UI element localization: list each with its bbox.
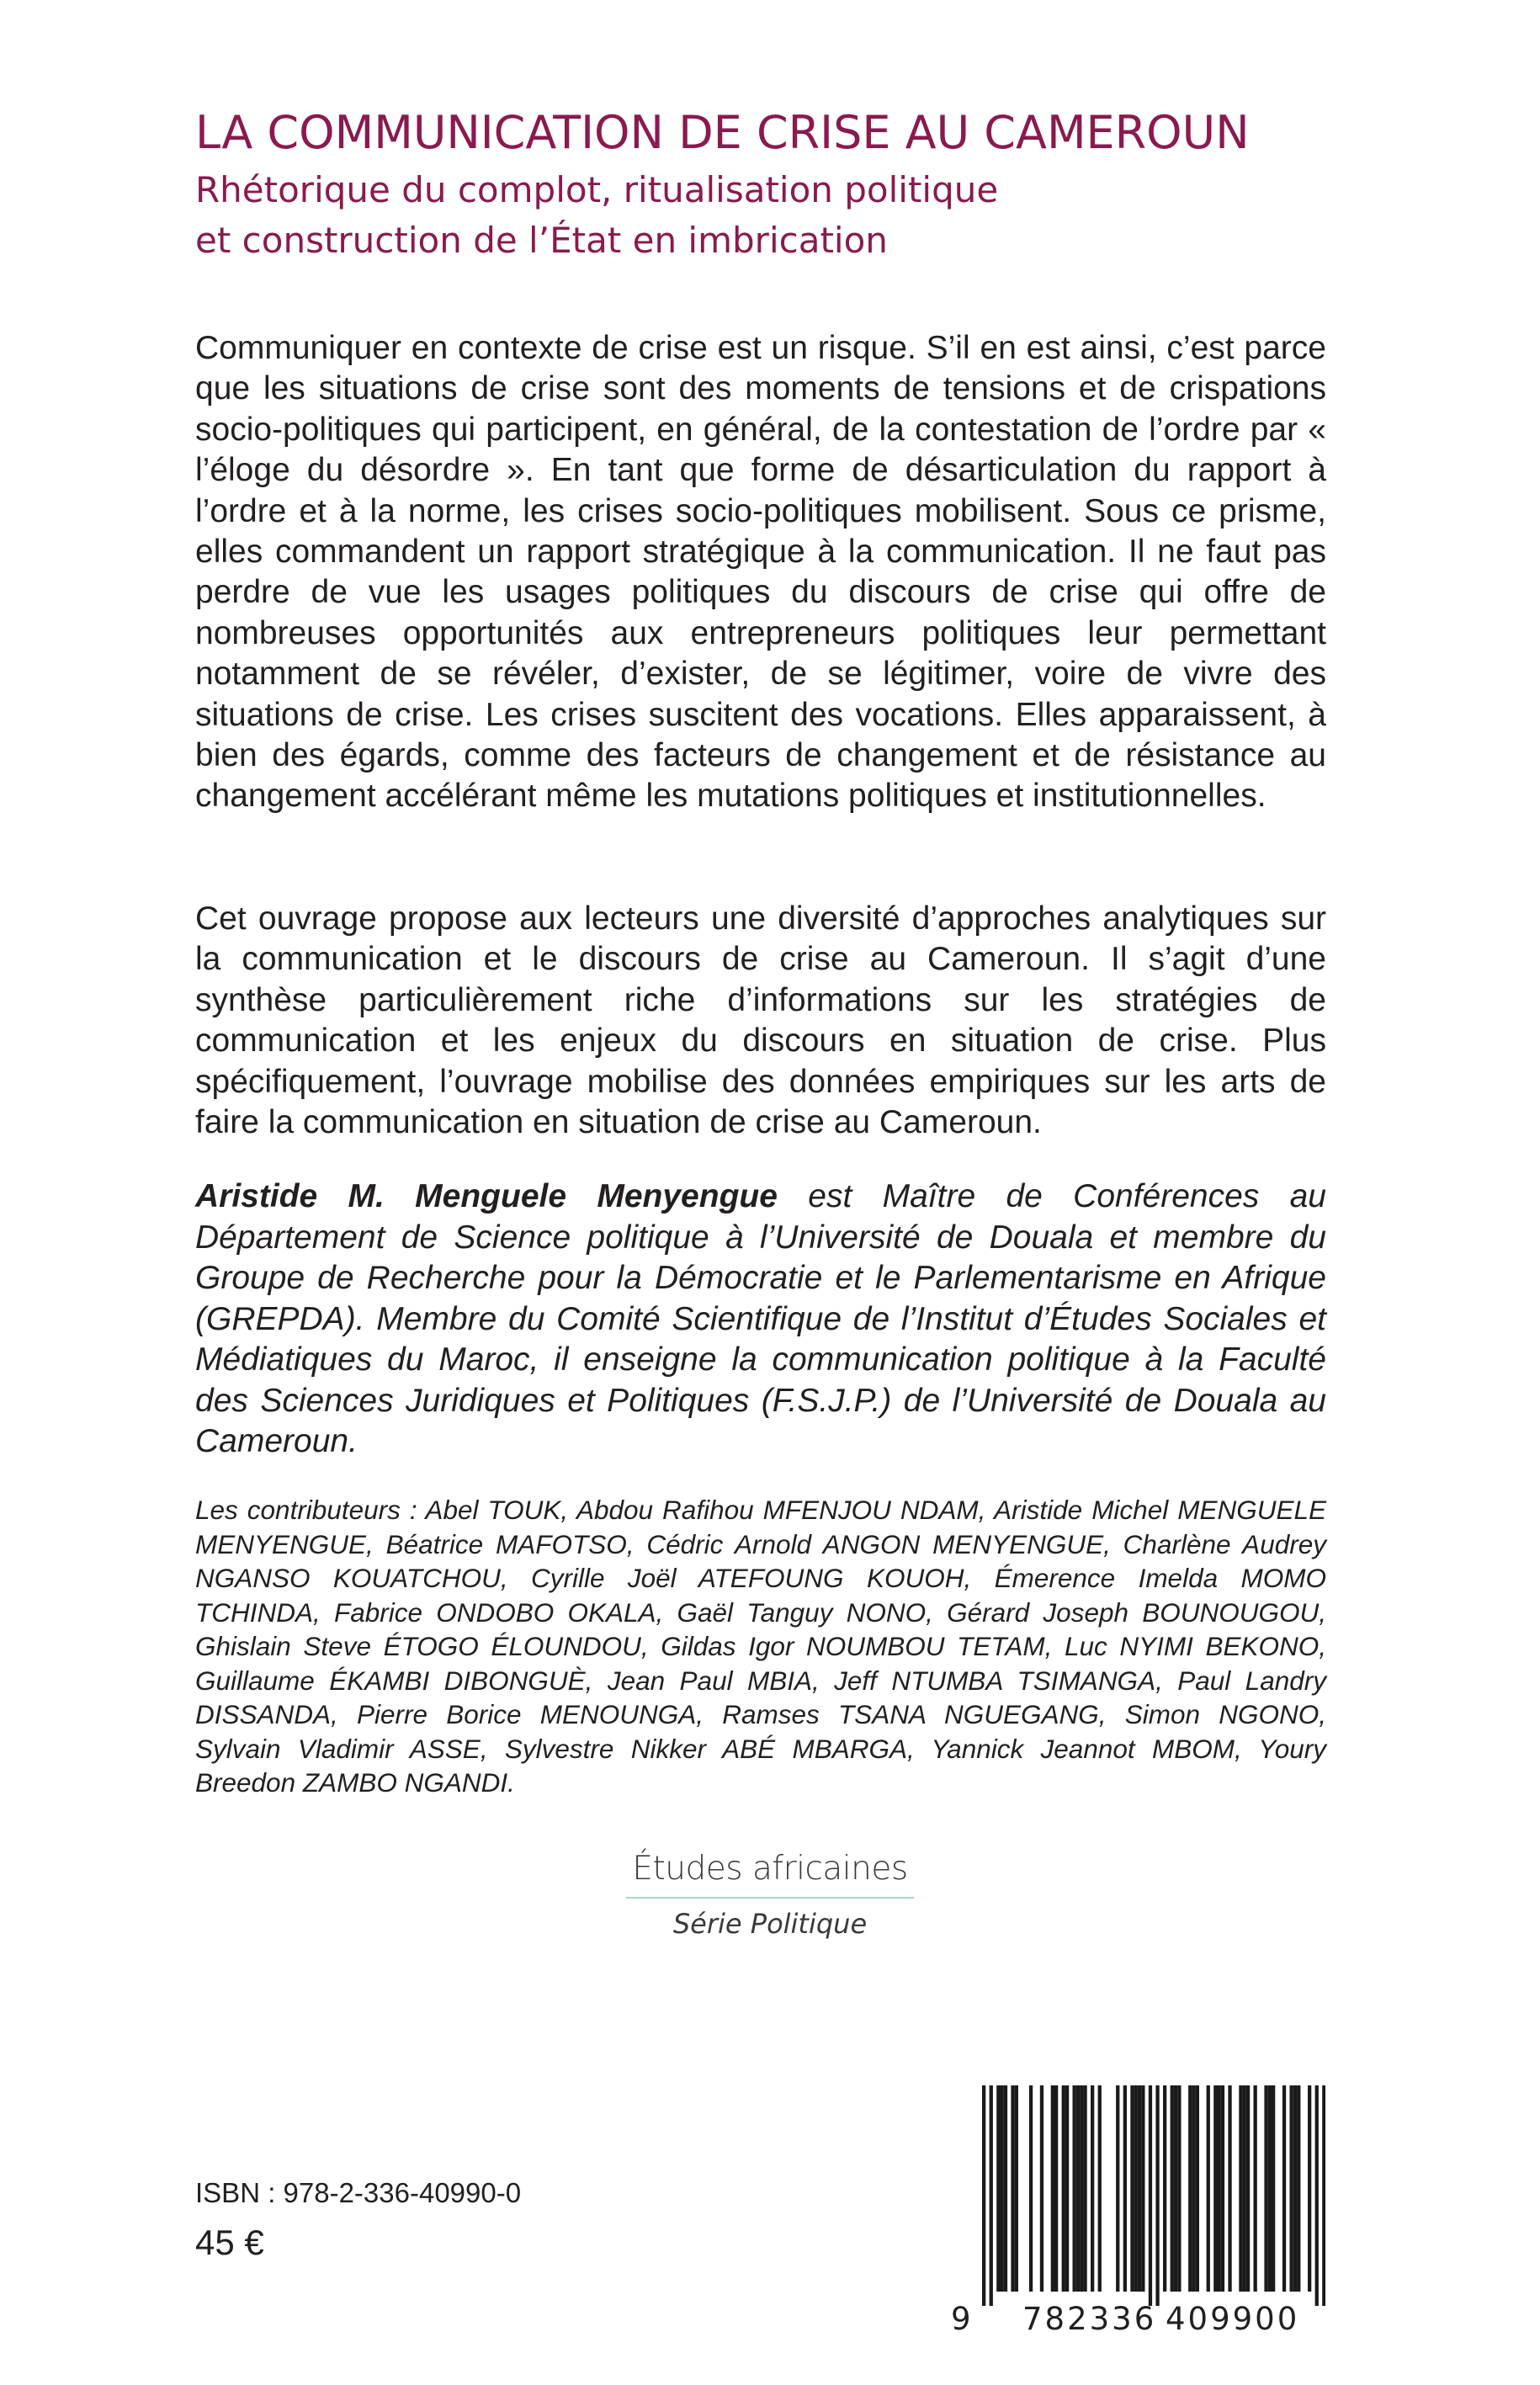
barcode-bar xyxy=(1123,2085,1127,2292)
barcode-bars xyxy=(972,2085,1325,2308)
barcode-left-digits: 782336 xyxy=(1022,2301,1157,2337)
subtitle-line-2: et construction de l’État en imbrication xyxy=(195,220,888,261)
barcode-bar xyxy=(1177,2085,1181,2292)
series-subseries: Série Politique xyxy=(672,1908,868,1940)
barcode-bar xyxy=(1155,2085,1159,2306)
barcode-bar xyxy=(1297,2085,1300,2292)
barcode-bar xyxy=(1130,2085,1134,2292)
barcode-bar xyxy=(1040,2085,1043,2292)
barcode-bar xyxy=(1322,2085,1325,2306)
book-title: LA COMMUNICATION DE CRISE AU CAMEROUN xyxy=(195,106,1250,159)
barcode-bar xyxy=(1141,2085,1144,2292)
barcode-bar xyxy=(1076,2085,1080,2292)
author-bio xyxy=(195,1177,1326,1463)
barcode-bar xyxy=(1196,2085,1199,2292)
barcode-bar xyxy=(1065,2085,1069,2292)
barcode-bar xyxy=(1268,2085,1272,2292)
barcode-bar xyxy=(1272,2085,1275,2292)
barcode xyxy=(972,2085,1325,2338)
barcode-bar xyxy=(1098,2085,1102,2292)
barcode-bar xyxy=(1001,2085,1004,2292)
barcode-bar xyxy=(1080,2085,1083,2292)
barcode-bar xyxy=(1282,2085,1286,2292)
barcode-bar xyxy=(1149,2085,1152,2306)
barcode-bar xyxy=(1315,2085,1319,2306)
isbn-number: ISBN : 978-2-336-40990-0 xyxy=(195,2177,522,2208)
barcode-bar xyxy=(1171,2085,1174,2292)
subtitle-line-1: Rhétorique du complot, ritualisation politique xyxy=(195,169,999,210)
barcode-bar xyxy=(1138,2085,1141,2292)
book-subtitle xyxy=(195,165,1205,266)
barcode-bar xyxy=(1228,2085,1231,2292)
summary-paragraph-2: Cet ouvrage propose aux lecteurs une diversité d’approches analytiques sur la communication et le discours de crise au Cameroun. Il s’agit d’une synthèse particulièrement riche d’informations sur les stratégies de communication et les enjeux du discours en situation de crise. Plus spécifiquement, l’ouvrage mobilise des données empiriques sur les arts de faire la communication en situation de crise au Cameroun. xyxy=(195,900,1326,1141)
summary-paragraph-1: Communiquer en contexte de crise est un risque. S’il en est ainsi, c’est parce que les situations de crise sont des moments de tensions et de crispations socio-politiques qui participent, en général, de la contestation de l’ordre par « l’éloge du désordre ». En tant que forme de désarticulation du rapport à l’ordre et à la norme, les crises socio-politiques mobilisent. Sous ce prisme, elles commandent un rapport stratégique à la communication. Il ne faut pas perdre de vue les usages politiques du discours de crise qui offre de nombreuses opportunités aux entrepreneurs politiques leur permettant notamment de se révéler, d’exister, de se légitimer, voire de vivre des situations de crise. Les crises suscitent des vocations. Elles apparaissent, à bien des égards, comme des facteurs de changement et de résistance au changement accélérant même les mutations politiques et institutionnelles. xyxy=(195,330,1326,815)
series-name: Études africaines xyxy=(632,1850,908,1888)
barcode-bar xyxy=(1290,2085,1293,2292)
barcode-bar xyxy=(990,2085,993,2306)
barcode-bar xyxy=(982,2085,985,2306)
price: 45 € xyxy=(195,2223,264,2262)
barcode-bar xyxy=(1054,2085,1058,2292)
series-divider xyxy=(626,1897,914,1899)
barcode-bar xyxy=(1011,2085,1014,2292)
barcode-bar xyxy=(1015,2085,1018,2292)
barcode-bar xyxy=(1254,2085,1257,2292)
barcode-bar xyxy=(1246,2085,1250,2292)
barcode-bar xyxy=(1192,2085,1195,2292)
barcode-bar xyxy=(1213,2085,1217,2292)
barcode-bar xyxy=(996,2085,1000,2292)
barcode-bar xyxy=(1239,2085,1242,2292)
barcode-bar xyxy=(1221,2085,1224,2292)
barcode-bar xyxy=(1243,2085,1246,2292)
barcode-bar xyxy=(1004,2085,1007,2292)
author-name: Aristide M. Menguele Menyengue xyxy=(195,1178,778,1214)
barcode-bar xyxy=(1163,2085,1166,2292)
barcode-bar xyxy=(1174,2085,1177,2292)
barcode-bar xyxy=(1116,2085,1119,2292)
barcode-bar xyxy=(1091,2085,1094,2292)
barcode-bar xyxy=(1308,2085,1311,2292)
barcode-right-digits: 409900 xyxy=(1166,2301,1300,2337)
barcode-bar xyxy=(1207,2085,1210,2292)
author-bio-text: est Maître de Conférences au Département de Science politique à l’Université de Douala et membre du Groupe de Recherche pour la Démocratie et le Parlementarisme en Afrique (GREPDA). Membre du Comité Scientifique de l’Institut d’Études Sociales et Médiatiques du Maroc, il enseigne la communication politique à la Faculté des Sciences Juridiques et Politiques (F.S.J.P.) de l’Université de Douala au Cameroun. xyxy=(195,1178,1326,1459)
barcode-bar xyxy=(1134,2085,1138,2292)
barcode-lead-digit: 9 xyxy=(951,2301,974,2337)
barcode-bar xyxy=(1218,2085,1221,2292)
contributors-list: Les contributeurs : Abel TOUK, Abdou Rafihou MFENJOU NDAM, Aristide Michel MENGUELE MENYENGUE, Béatrice MAFOTSO, Cédric Arnold ANGON MENYENGUE, Charlène Audrey NGANSO KOUATCHOU, Cyrille Joël ATEFOUNG KOUOH, Émerence Imelda MOMO TCHINDA, Fabrice ONDOBO OKALA, Gaël Tanguy NONO, Gérard Joseph BOUNOUGOU, Ghislain Steve ÉTOGO ÉLOUNDOU, Gildas Igor NOUMBOU TETAM, Luc NYIMI BEKONO, Guillaume ÉKAMBI DIBONGUÈ, Jean Paul MBIA, Jeff NTUMBA TSIMANGA, Paul Landry DISSANDA, Pierre Borice MENOUNGA, Ramses TSANA NGUEGANG, Simon NGONO, Sylvain Vladimir ASSE, Sylvestre Nikker ABÉ MBARGA, Yannick Jeannot MBOM, Youry Breedon ZAMBO NGANDI. xyxy=(195,1495,1326,1798)
barcode-bar xyxy=(1264,2085,1267,2292)
barcode-bar xyxy=(1062,2085,1065,2292)
barcode-bar xyxy=(1083,2085,1086,2292)
barcode-bar xyxy=(1188,2085,1192,2292)
barcode-bar xyxy=(1029,2085,1033,2292)
barcode-bar xyxy=(1051,2085,1054,2292)
barcode-bar xyxy=(1293,2085,1297,2292)
series-logo xyxy=(589,1848,951,1941)
barcode-bar xyxy=(1073,2085,1076,2292)
